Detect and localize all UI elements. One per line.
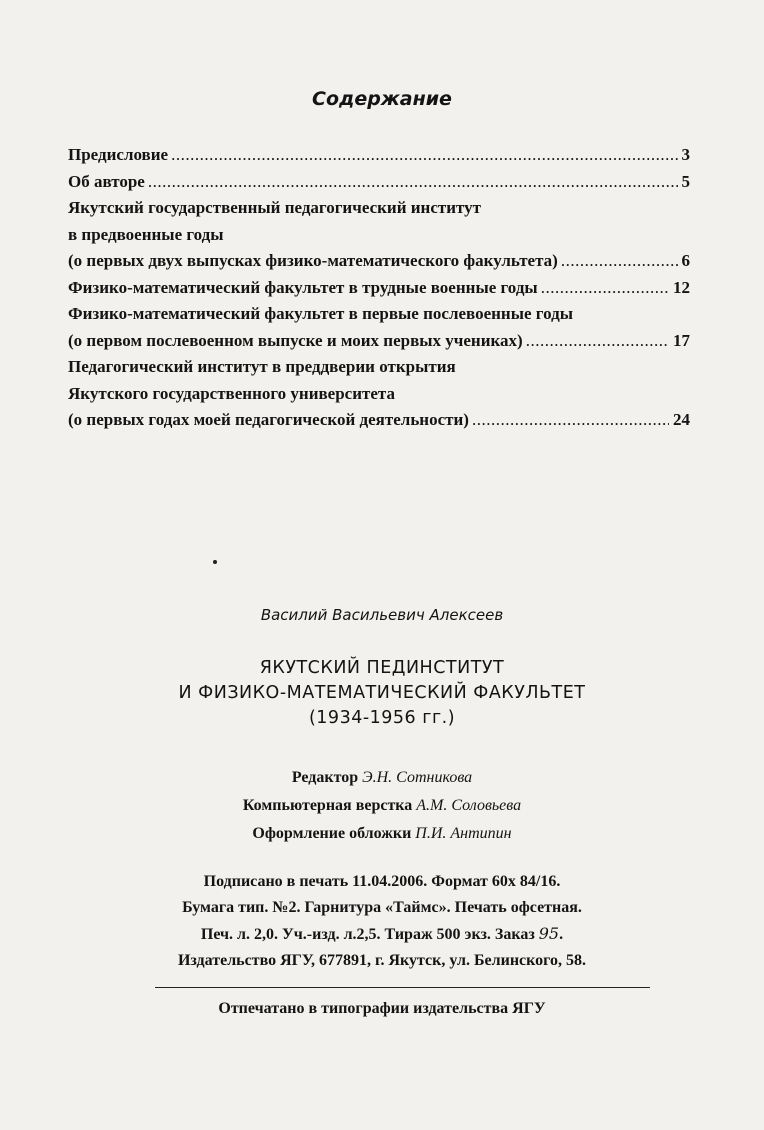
- printed-by: Отпечатано в типографии издательства ЯГУ: [218, 1000, 546, 1017]
- toc-entry-title: Якутский государственный педагогический институт: [68, 198, 482, 217]
- cover-name: П.И. Антипин: [415, 825, 512, 842]
- toc-entry-title: (о первых двух выпусках физико-математического факультета): [68, 251, 558, 270]
- editor-name: Э.Н. Сотникова: [362, 769, 473, 786]
- toc-entry: [68, 301, 690, 328]
- toc-entry-page: 6: [681, 251, 690, 270]
- toc-entry-page: 12: [673, 277, 690, 297]
- toc-entry: [68, 407, 690, 434]
- toc-leader-dots: [171, 142, 677, 169]
- toc-entry: [68, 381, 690, 408]
- toc-entry-title: Педагогический институт в преддверии открытия: [68, 357, 456, 376]
- editor-label: Редактор: [291, 769, 359, 786]
- toc-entry: [68, 248, 690, 275]
- toc-leader-dots: [526, 328, 669, 355]
- toc-leader-dots: [561, 248, 678, 275]
- imprint-line: Бумага тип. №2. Гарнитура «Таймс». Печать офсетная.: [182, 899, 582, 916]
- imprint-line: Подписано в печать 11.04.2006. Формат 60x 84/16.: [203, 873, 561, 890]
- toc-entry-title: Предисловие: [68, 145, 169, 164]
- toc-leader-dots: [541, 275, 669, 302]
- imprint-line: [0, 921, 764, 948]
- toc-entry: [68, 275, 690, 302]
- toc-entry-title: Якутского государственного университета: [68, 383, 395, 403]
- ink-dot: [213, 560, 217, 564]
- divider-line: [155, 987, 650, 988]
- toc-entry-title: (о первом послевоенном выпуске и моих первых учениках): [68, 330, 523, 350]
- toc-entry-title: (о первых годах моей педагогической деятельности): [68, 410, 469, 429]
- credits: [0, 764, 764, 848]
- layout-credit: [0, 792, 764, 820]
- editor-credit: [0, 764, 764, 792]
- layout-label: Компьютерная верстка: [242, 797, 413, 814]
- toc-entry: [68, 195, 690, 222]
- imprint-text: Печ. л. 2,0. Уч.-изд. л.2,5. Тираж 500 экз. Заказ: [200, 926, 535, 943]
- imprint-block: [0, 869, 764, 974]
- table-of-contents: [68, 142, 690, 434]
- toc-leader-dots: [472, 407, 669, 434]
- book-years: (1934-1956 гг.): [308, 708, 456, 728]
- layout-name: А.М. Соловьева: [416, 797, 522, 814]
- cover-credit: [0, 820, 764, 848]
- toc-entry-page: 3: [681, 145, 690, 164]
- book-title: [0, 656, 764, 731]
- toc-entry-title: Физико-математический факультет в трудные военные годы: [68, 277, 538, 297]
- toc-entry-title: в предвоенные годы: [68, 224, 224, 244]
- imprint-period: .: [559, 926, 564, 943]
- toc-leader-dots: [148, 169, 678, 196]
- imprint-line: Издательство ЯГУ, 677891, г. Якутск, ул. Белинского, 58.: [177, 952, 587, 969]
- toc-entry: [68, 142, 690, 169]
- author-name: Василий Васильевич Алексеев: [260, 606, 504, 624]
- book-title-line: ЯКУТСКИЙ ПЕДИНСТИТУТ: [259, 658, 505, 678]
- toc-entry-title: Об авторе: [68, 171, 145, 191]
- toc-entry-page: 17: [673, 330, 690, 350]
- toc-entry: [68, 328, 690, 355]
- toc-entry-title: Физико-математический факультет в первые послевоенные годы: [68, 304, 573, 323]
- toc-entry: [68, 169, 690, 196]
- cover-label: Оформление обложки: [252, 825, 412, 842]
- toc-entry-page: 24: [673, 410, 690, 429]
- book-title-line: И ФИЗИКО-МАТЕМАТИЧЕСКИЙ ФАКУЛЬТЕТ: [178, 683, 586, 703]
- toc-entry: [68, 354, 690, 381]
- handwritten-order-number: 95: [538, 924, 560, 943]
- toc-entry: [68, 222, 690, 249]
- toc-entry-page: 5: [681, 171, 690, 191]
- toc-heading: Содержание: [312, 88, 452, 110]
